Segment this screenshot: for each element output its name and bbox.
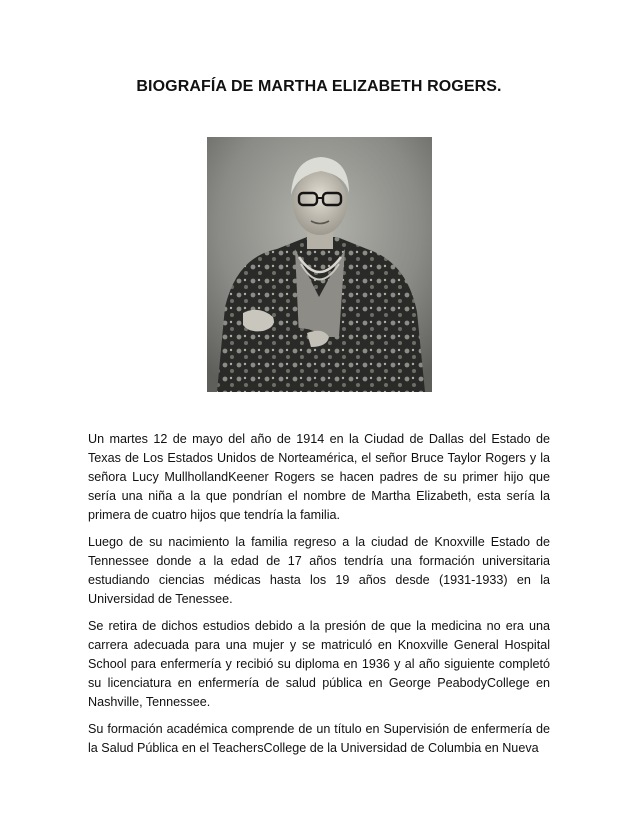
paragraph-1: Un martes 12 de mayo del año de 1914 en la Ciudad de Dallas del Estado de Texas de Los Estados Unidos de Norteamérica, el señor Bruce Taylor Rogers y la señora Lucy MullhollandKeener Rogers se hacen padres de su primer hijo que sería una niña a la que pondrían el nombre de Martha Elizabeth, esta sería la primera de cuatro hijos que tendría la familia. — [88, 432, 550, 522]
paragraph-3: Se retira de dichos estudios debido a la presión de que la medicina no era una carrera adecuada para una mujer y se matriculó en Knoxville General Hospital School para enfermería y recibió su diploma en 1936 y al año siguiente completó su licenciatura en enfermería de salud pública en George PeabodyCollege en Nashville, Tennessee. — [88, 619, 550, 709]
document-title: BIOGRAFÍA DE MARTHA ELIZABETH ROGERS. — [136, 78, 502, 95]
biography-text — [88, 430, 550, 766]
portrait-photo-icon — [207, 137, 432, 392]
paragraph-2: Luego de su nacimiento la familia regreso a la ciudad de Knoxville Estado de Tennessee donde a la edad de 17 años tendría una formación universitaria estudiando ciencias médicas hasta los 19 años desde (1931-1933) en la Universidad de Tenessee. — [88, 535, 550, 606]
paragraph-4: Su formación académica comprende de un título en Supervisión de enfermería de la Salud Pública en el TeachersCollege de la Universidad de Columbia en Nueva — [88, 722, 550, 755]
portrait-image — [207, 137, 432, 392]
